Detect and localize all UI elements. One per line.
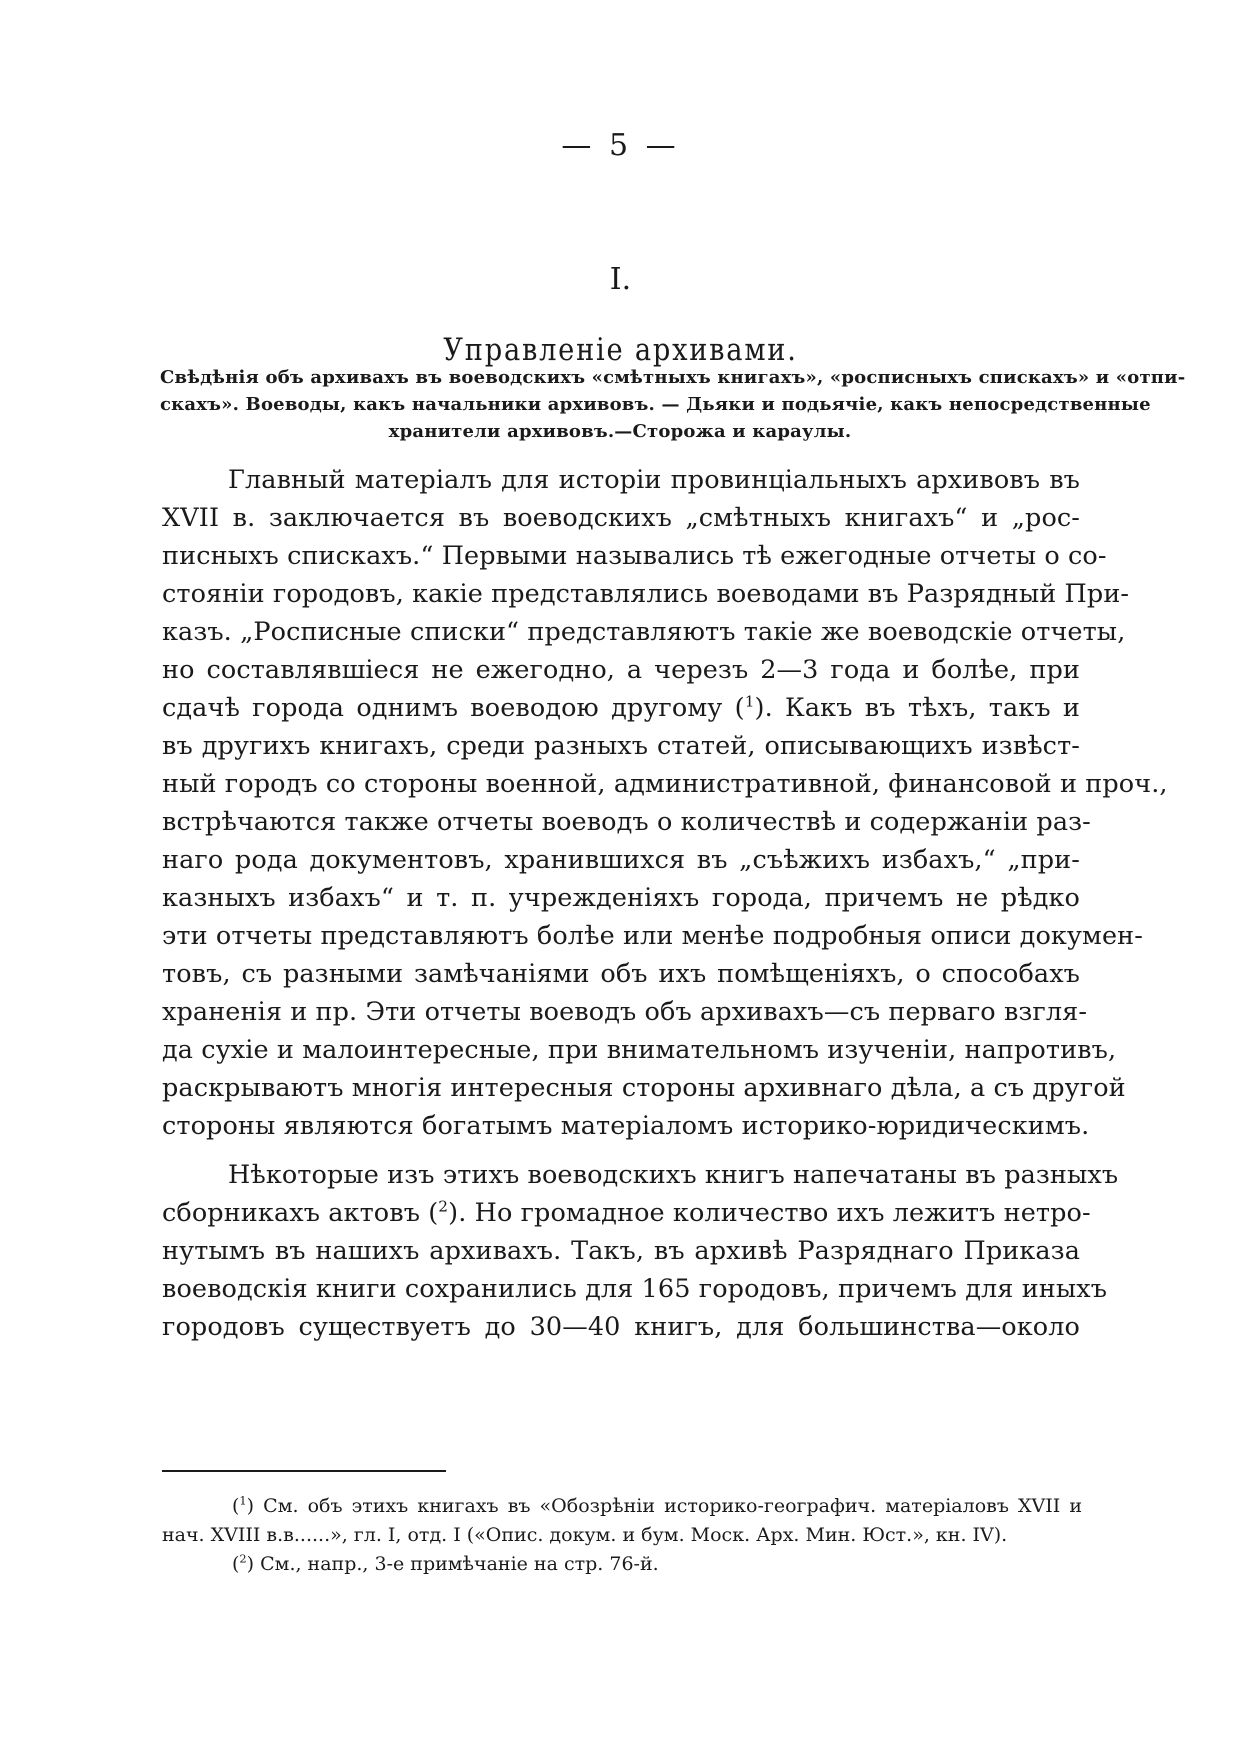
- chapter-numeral: I.: [609, 262, 632, 297]
- page-number: — 5 —: [561, 128, 680, 163]
- body-line-text: ). Но громадное количество ихъ лежитъ нетро-: [448, 1198, 1091, 1228]
- body-line: наго рода документовъ, хранившихся въ „съѣжихъ избахъ,“ „при-: [162, 845, 1080, 875]
- body-line: въ другихъ книгахъ, среди разныхъ статей, описывающихъ извѣст-: [162, 731, 1080, 761]
- footnote-marker-1: 1: [239, 1493, 247, 1508]
- footnote-text: ) См. объ этихъ книгахъ въ «Обозрѣніи историко-географич. матеріаловъ XVII и: [246, 1495, 1082, 1517]
- chapter-summary-line: хранители архивовъ.—Сторожа и караулы.: [388, 421, 852, 442]
- body-line: воеводскія книги сохранились для 165 городовъ, причемъ для иныхъ: [162, 1274, 1108, 1304]
- body-line: XVII в. заключается въ воеводскихъ „смѣтныхъ книгахъ“ и „рос-: [162, 503, 1080, 533]
- body-line-with-footnote-ref: [162, 693, 1080, 723]
- footnote-1-continued: нач. XVIII в.в......», гл. I, отд. I («Опис. докум. и бум. Моск. Арх. Мин. Юст.», кн. IV).: [162, 1524, 1008, 1546]
- body-line: Главный матеріалъ для исторіи провинціальныхъ архивовъ въ: [228, 465, 1080, 495]
- chapter-summary-line: скахъ». Воеводы, какъ начальники архивовъ. — Дьяки и подьячіе, какъ непосредственные: [160, 394, 1151, 415]
- body-line: стояніи городовъ, какіе представлялись воеводами въ Разрядный При-: [162, 579, 1130, 609]
- footnote-ref-2[interactable]: 2: [438, 1197, 449, 1216]
- footnote-text: ) См., напр., 3-е примѣчаніе на стр. 76-й.: [246, 1553, 659, 1575]
- body-line-with-footnote-ref: [162, 1197, 1091, 1228]
- body-line-text: сборникахъ актовъ (: [162, 1198, 439, 1228]
- footnote-ref-1[interactable]: 1: [744, 692, 755, 711]
- body-line: раскрываютъ многія интересныя стороны архивнаго дѣла, а съ другой: [162, 1073, 1126, 1103]
- footnote-separator: [162, 1470, 446, 1472]
- body-line: встрѣчаются также отчеты воеводъ о количествѣ и содержаніи раз-: [162, 807, 1091, 837]
- body-line: но составлявшіеся не ежегодно, а черезъ 2—3 года и болѣе, при: [162, 655, 1080, 685]
- chapter-title: Управленіе архивами.: [443, 332, 798, 368]
- body-line: нутымъ въ нашихъ архивахъ. Такъ, въ архивѣ Разряднаго Приказа: [162, 1236, 1080, 1266]
- footnote-marker-2: 2: [239, 1551, 247, 1566]
- chapter-summary-line: Свѣдѣнія объ архивахъ въ воеводскихъ «смѣтныхъ книгахъ», «росписныхъ спискахъ» и «отпи-: [160, 367, 1186, 388]
- body-line: писныхъ спискахъ.“ Первыми назывались тѣ ежегодные отчеты о со-: [162, 541, 1107, 571]
- body-line-text: сдачѣ города однимъ воеводою другому (: [162, 693, 745, 723]
- body-line: ный городъ со стороны военной, административной, финансовой и проч.,: [162, 769, 1168, 799]
- body-line-text: ). Какъ въ тѣхъ, такъ и: [754, 693, 1080, 723]
- body-line: эти отчеты представляютъ болѣе или менѣе подробныя описи докумен-: [162, 921, 1143, 951]
- body-line: казъ. „Росписные списки“ представляютъ такіе же воеводскіе отчеты,: [162, 617, 1126, 647]
- body-line: стороны являются богатымъ матеріаломъ историко-юридическимъ.: [162, 1111, 1090, 1141]
- body-line: городовъ существуетъ до 30—40 книгъ, для большинства—около: [162, 1312, 1080, 1342]
- body-line: храненія и пр. Эти отчеты воеводъ объ архивахъ—съ перваго взгля-: [162, 997, 1088, 1027]
- body-line: товъ, съ разными замѣчаніями объ ихъ помѣщеніяхъ, о способахъ: [162, 959, 1080, 989]
- body-line: Нѣкоторые изъ этихъ воеводскихъ книгъ напечатаны въ разныхъ: [228, 1160, 1119, 1190]
- body-line: казныхъ избахъ“ и т. п. учрежденіяхъ города, причемъ не рѣдко: [162, 883, 1080, 913]
- footnote-1: ($^1$) См. объ этихъ книгахъ въ «Обозрѣніи историко-географич. матеріаловъ XVII и: [232, 1493, 1082, 1517]
- body-line: да сухіе и малоинтересные, при внимательномъ изученіи, напротивъ,: [162, 1035, 1117, 1065]
- footnote-2: ($^2$) См., напр., 3-е примѣчаніе на стр. 76-й.: [232, 1551, 659, 1575]
